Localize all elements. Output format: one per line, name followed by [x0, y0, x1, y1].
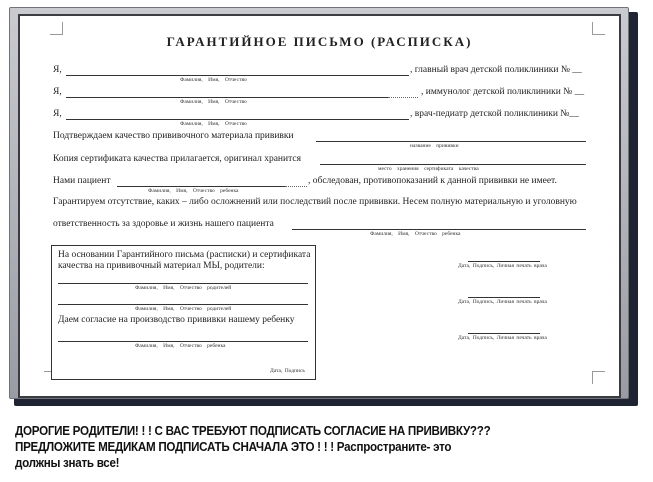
dotted-fill	[388, 97, 418, 98]
row1-suffix: , главный врач детской поликлиники № __	[410, 65, 582, 75]
doctor-signature-field[interactable]	[468, 333, 540, 334]
child-fio-caption: Фамилия, Имя, Отчество ребенка	[370, 231, 461, 237]
parents-consent-box	[51, 245, 316, 380]
immunologist-name-field[interactable]	[66, 97, 388, 98]
certificate-place-field[interactable]	[320, 164, 586, 165]
appeal-line2: ПРЕДЛОЖИТЕ МЕДИКАМ ПОДПИСАТЬ СНАЧАЛА ЭТО ! ! ! Распространите- это	[15, 440, 452, 454]
certificate-place-caption: место хранения сертификата качества	[378, 166, 479, 172]
parent-name-field[interactable]	[58, 283, 308, 284]
row2-suffix: , иммунолог детской поликлиники № __	[421, 87, 585, 97]
head-doctor-name-field[interactable]	[66, 75, 409, 76]
quality-text: Подтверждаем качество прививочного материала прививки	[53, 131, 294, 141]
patient-prefix: Нами пациент	[53, 176, 111, 186]
appeal-line3: должны знать все!	[15, 456, 120, 470]
appeal-line1: ДОРОГИЕ РОДИТЕЛИ! ! ! С ВАС ТРЕБУЮТ ПОДПИСАТЬ СОГЛАСИЕ НА ПРИВИВКУ???	[15, 424, 491, 438]
vaccine-name-field[interactable]	[316, 141, 586, 142]
doctor-signature-field[interactable]	[468, 297, 540, 298]
parents-intro: На основании Гарантийного письма (расписки) и сертификата качества на прививочный материал МЫ, родители:	[58, 250, 311, 271]
doctor-signature-caption: Дата, Подпись, Личная печать врача	[458, 263, 547, 269]
child-fio-caption: Фамилия, Имя, Отчество ребенка	[148, 188, 239, 194]
parent-name-field[interactable]	[58, 304, 308, 305]
row3-prefix: Я,	[53, 109, 62, 119]
guarantee-text-line2: ответственность за здоровье и жизнь нашего пациента	[53, 219, 274, 229]
fio-caption: Фамилия, Имя, Отчество	[180, 121, 247, 127]
pediatrician-name-field[interactable]	[66, 119, 409, 120]
patient-responsibility-field[interactable]	[292, 229, 586, 230]
dotted-fill	[285, 186, 307, 187]
doctor-signature-caption: Дата, Подпись, Личная печать врача	[458, 299, 547, 305]
patient-suffix: , обследован, противопоказаний к данной прививки не имеет.	[308, 176, 557, 186]
guarantee-text-line1: Гарантируем отсутствие, каких – либо осложнений или последствий после прививки. Несем полную материальную и уголовную	[53, 197, 577, 207]
fio-caption: Фамилия, Имя, Отчество	[180, 77, 247, 83]
child-fio-caption: Фамилия, Имя, Отчество ребенка	[135, 343, 226, 349]
fio-caption: Фамилия, Имя, Отчество	[180, 99, 247, 105]
certificate-text: Копия сертификата качества прилагается, оригинал хранится	[53, 154, 301, 164]
appeal-caption	[15, 423, 601, 471]
patient-name-field[interactable]	[117, 186, 285, 187]
child-name-field[interactable]	[58, 341, 308, 342]
row2-prefix: Я,	[53, 87, 62, 97]
doctor-signature-caption: Дата, Подпись, Личная печать врача	[458, 335, 547, 341]
document-title: ГАРАНТИЙНОЕ ПИСЬМО (РАСПИСКА)	[166, 34, 473, 49]
vaccine-name-caption: название прививки	[410, 143, 459, 149]
corner-mark	[592, 371, 605, 384]
row1-prefix: Я,	[53, 65, 62, 75]
row3-suffix: , врач-педиатр детской поликлиники №__	[410, 109, 579, 119]
parent-fio-caption: Фамилия, Имя, Отчество родителей	[135, 285, 232, 291]
doctor-signature-field[interactable]	[468, 261, 540, 262]
parent-fio-caption: Фамилия, Имя, Отчество родителей	[135, 306, 232, 312]
consent-text: Даем согласие на производство прививки нашему ребенку	[58, 315, 295, 325]
date-sign-caption: Дата, Подпись	[270, 368, 305, 374]
